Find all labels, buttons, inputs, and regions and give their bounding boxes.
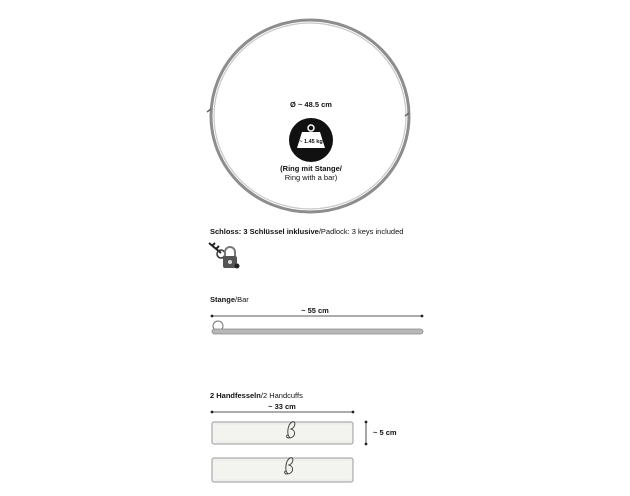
handcuffs-title-de: 2 Handfesseln <box>210 391 261 400</box>
handcuffs-height-label: ~ 5 cm <box>373 428 397 437</box>
bar-length-label: ~ 55 cm <box>301 306 329 315</box>
ring-caption-en: Ring with a bar) <box>284 173 338 182</box>
padlock-title-en: /Padlock: 3 keys included <box>318 227 404 236</box>
handcuffs-width-label: ~ 33 cm <box>268 402 296 411</box>
ring-diameter-label: Ø ~ 48.5 cm <box>290 100 332 109</box>
weight-label: ~ 1.45 kg <box>299 139 323 145</box>
bar-title-de: Stange <box>210 295 236 304</box>
bar-title-en: /Bar <box>235 295 249 304</box>
handcuffs-title-en: /2 Handcuffs <box>260 391 303 400</box>
cuff-1 <box>212 422 353 444</box>
cuff-2 <box>212 458 353 482</box>
ring-caption-de: (Ring mit Stange/ <box>280 164 342 173</box>
padlock-title-de: Schloss: 3 Schlüssel inklusive <box>210 227 319 236</box>
